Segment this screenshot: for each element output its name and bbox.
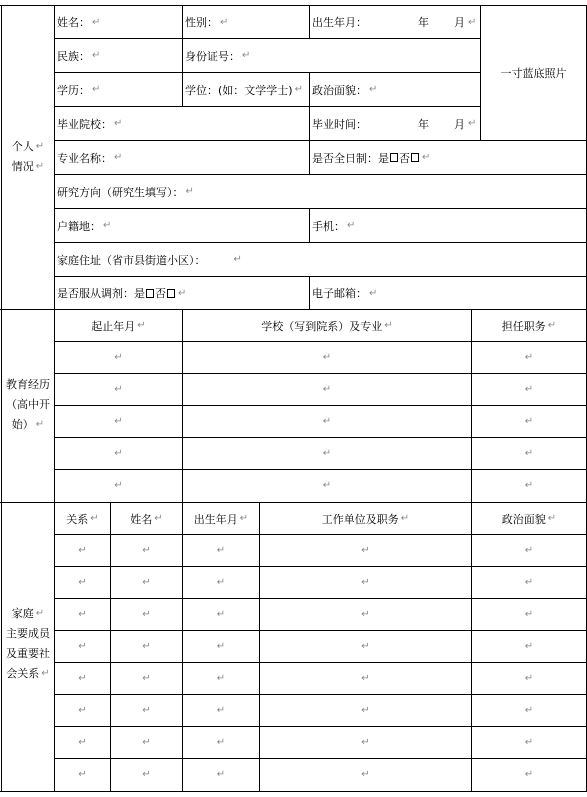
field-label: 姓名：	[57, 16, 90, 29]
field-label: 身份证号：	[185, 49, 240, 63]
family-row-cell[interactable]	[472, 535, 586, 566]
field-home-address[interactable]	[55, 243, 587, 276]
family-row-cell[interactable]	[472, 663, 586, 694]
family-row-cell[interactable]	[111, 759, 182, 790]
fulltime-yes-checkbox[interactable]	[390, 153, 398, 162]
paragraph-mark: ↵	[92, 84, 101, 95]
field-hukou[interactable]	[55, 209, 310, 242]
family-row-cell[interactable]	[183, 567, 259, 598]
paragraph-mark: ↵	[361, 577, 370, 588]
paragraph-mark: ↵	[78, 577, 87, 588]
paragraph-mark: ↵	[361, 609, 370, 620]
paragraph-mark: ↵	[114, 152, 123, 163]
field-accept-adjustment[interactable]	[55, 277, 310, 309]
family-header-employer: 工作单位及职务 ↵	[321, 512, 410, 526]
form-bottom-border	[0, 791, 587, 792]
option-no-label: 否	[155, 287, 166, 300]
family-row-cell[interactable]	[55, 631, 110, 662]
paragraph-mark: ↵	[468, 118, 477, 129]
education-row-cell[interactable]	[472, 342, 586, 373]
paragraph-mark: ↵	[114, 448, 123, 459]
paragraph-mark: ↵	[142, 577, 151, 588]
paragraph-mark: ↵	[78, 737, 87, 748]
paragraph-mark: ↵	[216, 545, 226, 556]
paragraph-mark: ↵	[216, 737, 226, 748]
education-row-cell[interactable]	[183, 374, 471, 405]
year-label: 年	[418, 117, 429, 131]
paragraph-mark: ↵	[322, 448, 332, 459]
field-label: 学历：	[57, 83, 90, 97]
field-label: 民族：	[57, 49, 90, 63]
family-row-cell[interactable]	[183, 631, 259, 662]
family-row-cell[interactable]	[472, 599, 586, 630]
paragraph-mark: ↵	[216, 769, 226, 780]
paragraph-mark: ↵	[524, 673, 534, 684]
paragraph-mark: ↵	[142, 737, 151, 748]
education-row-cell[interactable]	[183, 438, 471, 469]
education-row-cell[interactable]	[472, 470, 586, 501]
paragraph-mark: ↵	[524, 545, 534, 556]
section-label-family: 家庭 ↵ 主要成员 及重要社 会关系 ↵	[6, 607, 50, 680]
paragraph-mark: ↵	[78, 545, 87, 556]
paragraph-mark: ↵	[78, 769, 87, 780]
field-id-number[interactable]	[183, 39, 481, 72]
paragraph-mark: ↵	[216, 577, 226, 588]
field-label: 出生年月：	[312, 16, 367, 29]
family-row-cell[interactable]	[260, 599, 471, 630]
month-label: 月	[454, 117, 465, 131]
paragraph-mark: ↵	[114, 416, 123, 427]
field-education[interactable]	[55, 73, 183, 106]
option-yes-label: 是	[134, 287, 145, 300]
paragraph-mark: ↵	[322, 480, 332, 491]
family-row-cell[interactable]	[260, 663, 471, 694]
field-label: 性别：	[185, 16, 218, 29]
paragraph-mark: ↵	[242, 50, 251, 61]
edu-header-school: 学校（写到院系）及专业 ↵	[261, 319, 393, 333]
field-political-status[interactable]	[310, 73, 481, 106]
family-row-cell[interactable]	[111, 631, 182, 662]
field-label: 户籍地：	[57, 219, 101, 233]
paragraph-mark: ↵	[524, 480, 534, 491]
field-gender[interactable]	[183, 6, 310, 38]
family-row-cell[interactable]	[183, 727, 259, 758]
month-label: 月	[454, 16, 465, 29]
paragraph-mark: ↵	[524, 705, 534, 716]
family-row-cell[interactable]	[183, 663, 259, 694]
field-degree[interactable]	[183, 73, 310, 106]
paragraph-mark: ↵	[294, 84, 303, 95]
education-row-cell[interactable]	[55, 438, 182, 469]
paragraph-mark: ↵	[524, 641, 534, 652]
photo-label: 一寸蓝底照片	[500, 67, 567, 80]
education-row-cell[interactable]	[183, 342, 471, 373]
field-label: 是否服从调剂：	[57, 287, 134, 300]
family-row-cell[interactable]	[55, 695, 110, 726]
paragraph-mark: ↵	[524, 577, 534, 588]
section-label-education: 教育经历 （高中开 始） ↵	[6, 378, 50, 431]
paragraph-mark: ↵	[114, 118, 123, 129]
family-row-cell[interactable]	[111, 695, 182, 726]
family-row-cell[interactable]	[183, 535, 259, 566]
option-yes-label: 是	[378, 151, 389, 165]
field-major[interactable]	[55, 141, 310, 174]
family-row-cell[interactable]	[55, 759, 110, 790]
paragraph-mark: ↵	[103, 220, 112, 231]
paragraph-mark: ↵	[322, 384, 332, 395]
field-label: 毕业院校：	[57, 117, 112, 131]
education-row-cell[interactable]	[183, 406, 471, 437]
education-row-cell[interactable]	[472, 374, 586, 405]
paragraph-mark: ↵	[322, 352, 332, 363]
paragraph-mark: ↵	[142, 641, 151, 652]
paragraph-mark: ↵	[468, 16, 477, 28]
field-label: 家庭住址（省市县街道小区）：	[57, 253, 206, 267]
section-label-personal: 个人 ↵ 情况 ↵	[11, 140, 45, 173]
paragraph-mark: ↵	[142, 769, 151, 780]
paragraph-mark: ↵	[142, 673, 151, 684]
education-row-cell[interactable]	[472, 406, 586, 437]
education-row-cell[interactable]	[55, 374, 182, 405]
fulltime-no-checkbox[interactable]	[411, 153, 419, 162]
family-header-name: 姓名 ↵	[130, 512, 163, 526]
paragraph-mark: ↵	[361, 769, 370, 780]
field-label: 专业名称：	[57, 151, 112, 165]
family-row-cell[interactable]	[260, 695, 471, 726]
education-row-cell[interactable]	[183, 470, 471, 501]
field-graduated-school[interactable]	[55, 107, 310, 140]
field-label: 研究方向（研究生填写）：	[57, 185, 184, 199]
education-row-cell[interactable]	[472, 438, 586, 469]
paragraph-mark: ↵	[78, 673, 87, 684]
paragraph-mark: ↵	[361, 673, 370, 684]
adjust-yes-checkbox[interactable]	[146, 289, 154, 298]
paragraph-mark: ↵	[220, 16, 229, 28]
paragraph-mark: ↵	[216, 609, 226, 620]
option-no-label: 否	[399, 151, 410, 165]
paragraph-mark: ↵	[185, 186, 194, 197]
adjust-no-checkbox[interactable]	[167, 289, 175, 298]
family-row-cell[interactable]	[183, 759, 259, 790]
paragraph-mark: ↵	[524, 448, 534, 459]
family-row-cell[interactable]	[472, 695, 586, 726]
paragraph-mark: ↵	[216, 705, 226, 716]
field-phone[interactable]	[310, 209, 587, 242]
field-graduation-time[interactable]	[310, 107, 481, 140]
year-label: 年	[418, 16, 429, 29]
family-row-cell[interactable]	[260, 727, 471, 758]
field-fulltime[interactable]	[310, 141, 587, 174]
family-row-cell[interactable]	[111, 567, 182, 598]
family-row-cell[interactable]	[111, 535, 182, 566]
family-row-cell[interactable]	[260, 567, 471, 598]
photo-placeholder[interactable]	[481, 6, 586, 140]
edu-header-position: 担任职务 ↵	[501, 319, 557, 333]
field-ethnicity[interactable]	[55, 39, 183, 72]
education-row-cell[interactable]	[55, 342, 182, 373]
paragraph-mark: ↵	[361, 545, 370, 556]
education-row-cell[interactable]	[55, 406, 182, 437]
field-research-direction[interactable]	[55, 175, 587, 208]
paragraph-mark: ↵	[369, 287, 378, 299]
family-row-cell[interactable]	[472, 727, 586, 758]
paragraph-mark: ↵	[78, 641, 87, 652]
paragraph-mark: ↵	[216, 673, 226, 684]
paragraph-mark: ↵	[142, 545, 151, 556]
edu-header-period: 起止年月 ↵	[91, 319, 146, 333]
family-row-cell[interactable]	[55, 535, 110, 566]
paragraph-mark: ↵	[524, 416, 534, 427]
paragraph-mark: ↵	[369, 84, 378, 95]
family-row-cell[interactable]	[260, 631, 471, 662]
family-row-cell[interactable]	[55, 663, 110, 694]
paragraph-mark: ↵	[92, 16, 101, 28]
field-email[interactable]	[310, 277, 587, 309]
education-row-cell[interactable]	[55, 470, 182, 501]
family-row-cell[interactable]	[111, 599, 182, 630]
family-row-cell[interactable]	[260, 535, 471, 566]
family-row-cell[interactable]	[111, 727, 182, 758]
paragraph-mark: ↵	[524, 384, 534, 395]
family-row-cell[interactable]	[472, 631, 586, 662]
family-row-cell[interactable]	[260, 759, 471, 790]
family-row-cell[interactable]	[55, 567, 110, 598]
paragraph-mark: ↵	[524, 352, 534, 363]
paragraph-mark: ↵	[114, 480, 123, 491]
paragraph-mark: ↵	[78, 705, 87, 716]
paragraph-mark: ↵	[142, 609, 151, 620]
paragraph-mark: ↵	[114, 352, 123, 363]
paragraph-mark: ↵	[361, 737, 370, 748]
field-label: 是否全日制：	[312, 151, 378, 165]
family-row-cell[interactable]	[183, 599, 259, 630]
paragraph-mark: ↵	[422, 152, 431, 163]
field-label: 手机：	[312, 219, 345, 233]
paragraph-mark: ↵	[78, 609, 87, 620]
paragraph-mark: ↵	[361, 705, 370, 716]
paragraph-mark: ↵	[92, 50, 101, 61]
family-header-political: 政治面貌 ↵	[501, 512, 557, 526]
paragraph-mark: ↵	[114, 384, 123, 395]
paragraph-mark: ↵	[322, 416, 332, 427]
field-label: 政治面貌：	[312, 83, 367, 97]
field-label: 学位：(如：文学学士)	[185, 83, 293, 97]
field-label: 毕业时间：	[312, 117, 367, 131]
paragraph-mark: ↵	[524, 769, 534, 780]
family-row-cell[interactable]	[472, 567, 586, 598]
family-row-cell[interactable]	[472, 759, 586, 790]
family-row-cell[interactable]	[183, 695, 259, 726]
family-row-cell[interactable]	[111, 663, 182, 694]
paragraph-mark: ↵	[216, 641, 226, 652]
field-label: 电子邮箱：	[312, 287, 367, 300]
family-header-birth: 出生年月 ↵	[193, 512, 249, 526]
paragraph-mark: ↵	[347, 220, 356, 231]
paragraph-mark: ↵	[524, 609, 534, 620]
paragraph-mark: ↵	[361, 641, 370, 652]
paragraph-mark: ↵	[142, 705, 151, 716]
family-row-cell[interactable]	[55, 727, 110, 758]
field-name[interactable]	[55, 6, 183, 38]
paragraph-mark: ↵	[524, 737, 534, 748]
field-birth-date[interactable]	[310, 6, 481, 38]
paragraph-mark: ↵	[233, 254, 242, 265]
family-row-cell[interactable]	[55, 599, 110, 630]
family-header-relation: 关系 ↵	[66, 512, 99, 526]
paragraph-mark: ↵	[178, 287, 187, 299]
